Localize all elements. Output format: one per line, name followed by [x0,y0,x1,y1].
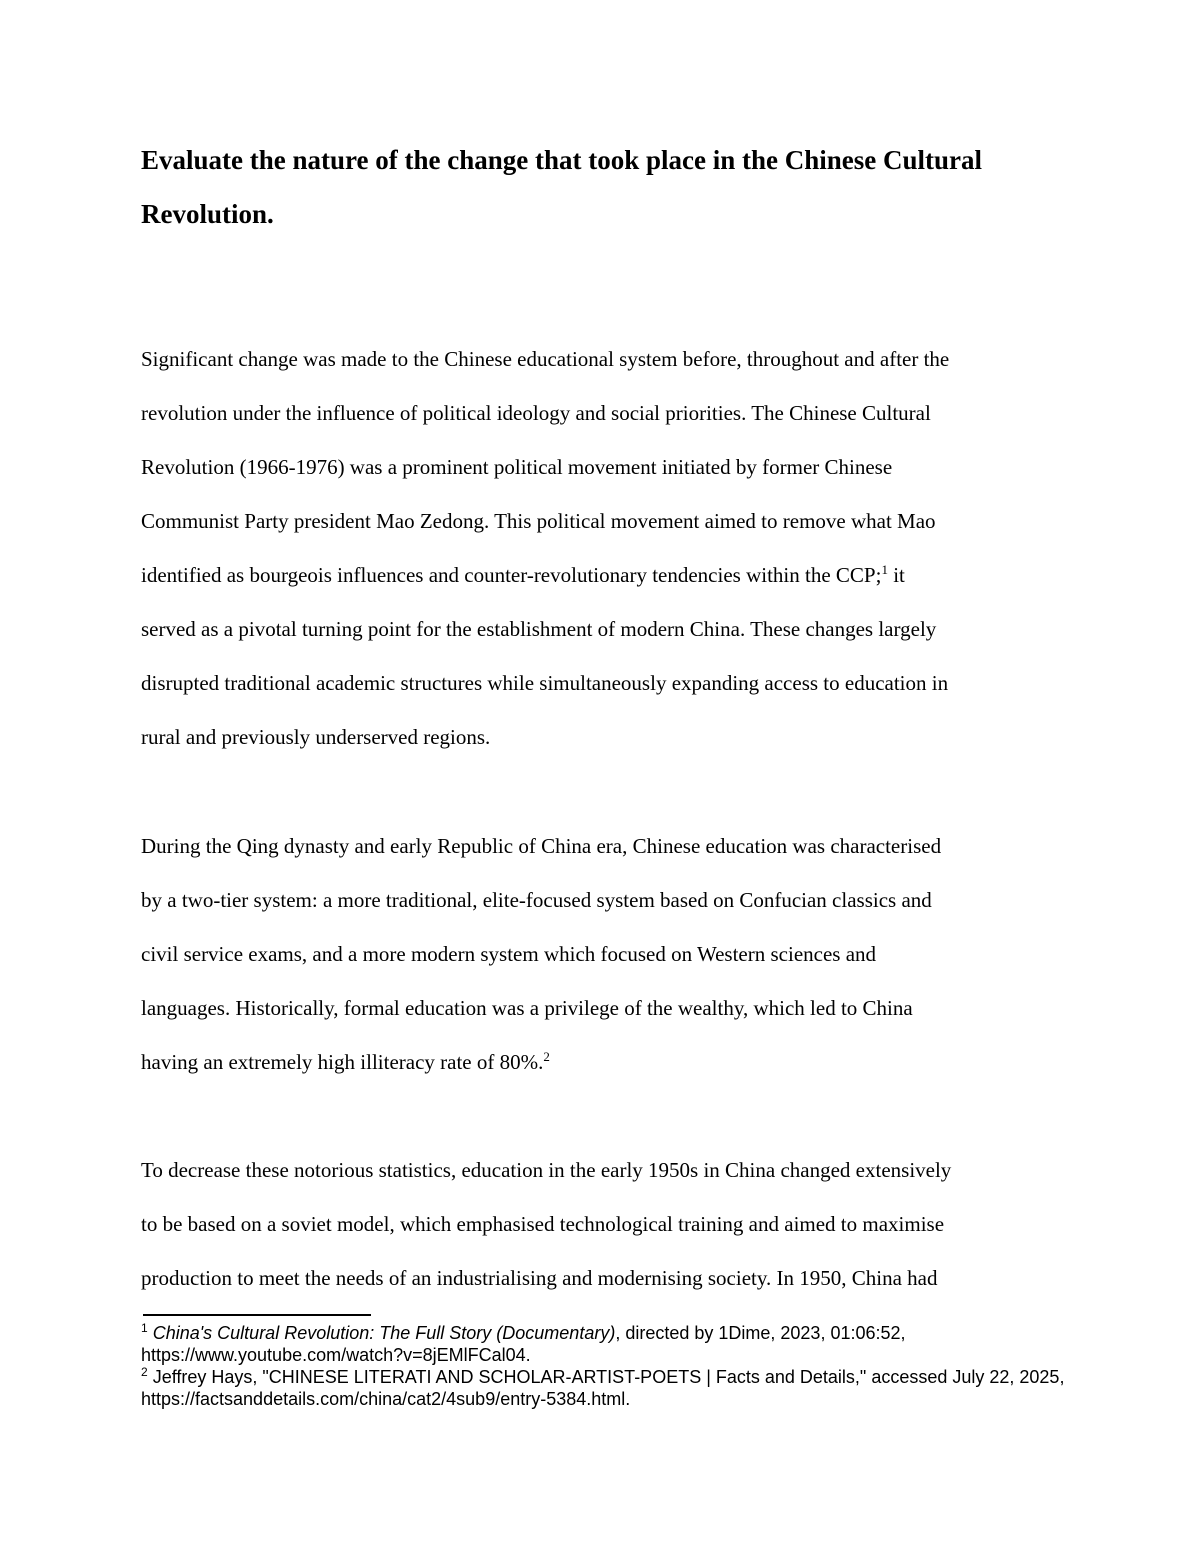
paragraph-line: production to meet the needs of an industrialising and modernising society. In 1950, China had [141,1266,938,1290]
paragraph-1 [141,332,1066,764]
paragraph-line: disrupted traditional academic structures while simultaneously expanding access to education in [141,671,949,695]
paragraph-line: Significant change was made to the Chinese educational system before, throughout and after the [141,347,950,371]
paragraph-line: it [887,563,905,587]
paragraph-line: rural and previously underserved regions. [141,725,491,749]
footnote-marker: 2 [141,1365,148,1379]
footnote-separator [143,1314,371,1316]
footnote-1 [141,1322,1066,1366]
paragraph-line: having an extremely high illiteracy rate of 80%. [141,1050,544,1074]
footnote-reference-1[interactable]: 1 [881,562,888,577]
paragraph-2 [141,819,1066,1089]
footnote-text: , directed by 1Dime, 2023, 01:06:52, https://www.youtube.com/watch?v=8jEMlFCal04. [141,1323,906,1365]
paragraph-line: To decrease these notorious statistics, education in the early 1950s in China changed extensively [141,1158,952,1182]
footnote-reference-2[interactable]: 2 [543,1049,550,1064]
paragraph-line: by a two-tier system: a more traditional, elite-focused system based on Confucian classics and [141,888,932,912]
paragraph-line: Revolution (1966-1976) was a prominent political movement initiated by former Chinese [141,455,893,479]
footnote-text: Jeffrey Hays, "CHINESE LITERATI AND SCHOLAR-ARTIST-POETS | Facts and Details," accessed July 22, 2025, https://factsanddetails.com/china/cat2/4sub9/entry-5384.html. [141,1367,1065,1409]
paragraph-line: served as a pivotal turning point for the establishment of modern China. These changes largely [141,617,937,641]
paragraph-line: languages. Historically, formal education was a privilege of the wealthy, which led to China [141,996,913,1020]
essay-title: Evaluate the nature of the change that took place in the Chinese Cultural Revolution. [141,145,982,229]
paragraph-line: Communist Party president Mao Zedong. This political movement aimed to remove what Mao [141,509,936,533]
footnotes-section [141,1322,1066,1410]
footnote-source-title: China's Cultural Revolution: The Full Story (Documentary) [152,1323,616,1343]
paragraph-line: civil service exams, and a more modern system which focused on Western sciences and [141,942,877,966]
footnote-2 [141,1366,1066,1410]
paragraph-line: identified as bourgeois influences and counter-revolutionary tendencies within the CCP; [141,563,882,587]
paragraph-line: to be based on a soviet model, which emphasised technological training and aimed to maximise [141,1212,945,1236]
paragraph-line: revolution under the influence of political ideology and social priorities. The Chinese Cultural [141,401,931,425]
paragraph-line: During the Qing dynasty and early Republic of China era, Chinese education was characterised [141,834,942,858]
footnote-marker: 1 [141,1321,148,1335]
paragraph-3 [141,1143,1066,1305]
